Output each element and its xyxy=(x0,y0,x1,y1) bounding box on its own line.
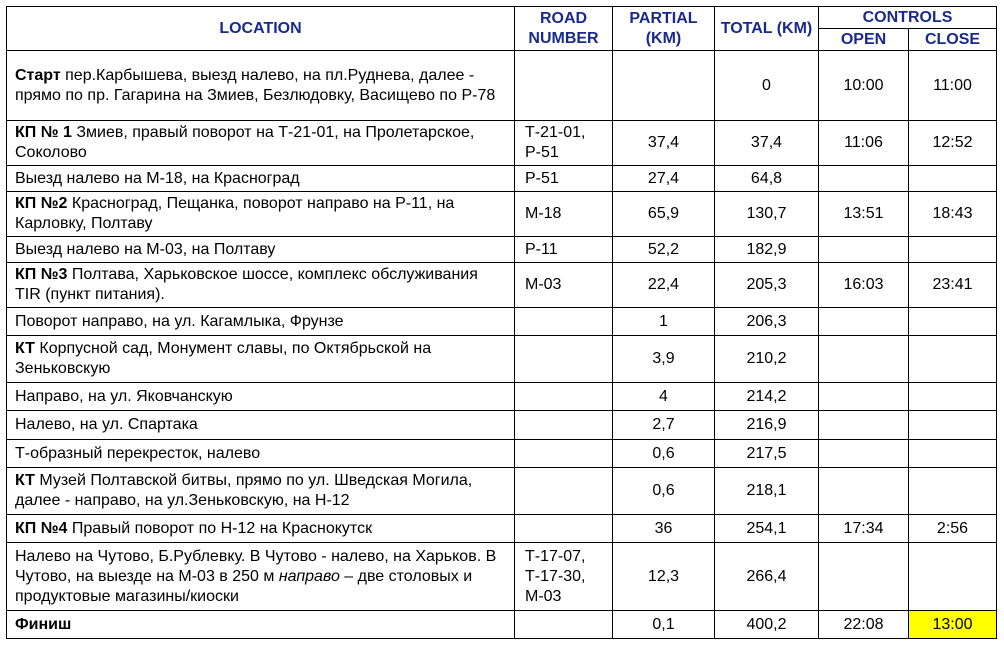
close-time-cell xyxy=(909,336,997,383)
total-km-cell: 214,2 xyxy=(715,383,819,411)
partial-km-cell: 27,4 xyxy=(613,166,715,192)
checkpoint-label: КП №4 xyxy=(15,519,68,537)
road-number-cell: Р-11 xyxy=(515,237,613,263)
total-km-cell: 218,1 xyxy=(715,468,819,515)
open-time-cell xyxy=(819,468,909,515)
total-km-cell: 206,3 xyxy=(715,308,819,336)
road-number-cell xyxy=(515,308,613,336)
total-km-cell: 205,3 xyxy=(715,263,819,308)
open-time-cell xyxy=(819,411,909,440)
location-cell xyxy=(7,515,515,543)
road-number-cell: М-03 xyxy=(515,263,613,308)
checkpoint-label: Старт xyxy=(15,66,61,84)
road-number-cell xyxy=(515,440,613,468)
partial-km-cell: 1 xyxy=(613,308,715,336)
total-km-cell: 210,2 xyxy=(715,336,819,383)
open-time-cell xyxy=(819,166,909,192)
table-row xyxy=(7,468,997,515)
header-close: CLOSE xyxy=(909,29,997,51)
partial-km-cell: 2,7 xyxy=(613,411,715,440)
location-text: пер.Карбышева, выезд налево, на пл.Руднева, далее - прямо по пр. Гагарина на Змиев, Безлюдовку, Васищево по Р-78 xyxy=(15,66,496,104)
table-row xyxy=(7,51,997,121)
close-time-cell: 11:00 xyxy=(909,51,997,121)
total-km-cell: 37,4 xyxy=(715,121,819,166)
road-number-cell xyxy=(515,468,613,515)
location-emphasis: направо xyxy=(278,567,340,585)
partial-km-cell: 52,2 xyxy=(613,237,715,263)
open-time-cell: 22:08 xyxy=(819,611,909,639)
table-row xyxy=(7,543,997,611)
close-time-cell xyxy=(909,308,997,336)
table-row xyxy=(7,192,997,237)
route-table xyxy=(6,6,997,639)
close-time-cell: 18:43 xyxy=(909,192,997,237)
location-cell xyxy=(7,336,515,383)
checkpoint-label: КТ xyxy=(15,340,35,357)
total-km-cell: 182,9 xyxy=(715,237,819,263)
road-number-cell: М-18 xyxy=(515,192,613,237)
close-time-cell: 2:56 xyxy=(909,515,997,543)
open-time-cell xyxy=(819,336,909,383)
table-row xyxy=(7,263,997,308)
location-cell xyxy=(7,263,515,308)
header-total: TOTAL (KM) xyxy=(715,7,819,51)
location-text: Музей Полтавской битвы, прямо по ул. Шведская Могила, далее - направо, на ул.Зеньковскую, на Н-12 xyxy=(15,472,473,509)
open-time-cell: 17:34 xyxy=(819,515,909,543)
location-text: Т-образный перекресток, налево xyxy=(15,444,261,462)
location-cell xyxy=(7,237,515,263)
open-time-cell: 10:00 xyxy=(819,51,909,121)
open-time-cell: 13:51 xyxy=(819,192,909,237)
road-number-cell xyxy=(515,611,613,639)
total-km-cell: 130,7 xyxy=(715,192,819,237)
location-cell xyxy=(7,611,515,639)
table-row xyxy=(7,611,997,639)
open-time-cell: 11:06 xyxy=(819,121,909,166)
location-text: Корпусной сад, Монумент славы, по Октябрьской на Зеньковскую xyxy=(15,340,432,377)
partial-km-cell: 37,4 xyxy=(613,121,715,166)
partial-km-cell: 0,1 xyxy=(613,611,715,639)
road-number-cell xyxy=(515,51,613,121)
total-km-cell: 64,8 xyxy=(715,166,819,192)
road-number-cell xyxy=(515,515,613,543)
table-row xyxy=(7,237,997,263)
location-text: Выезд налево на М-03, на Полтаву xyxy=(15,240,276,258)
location-text: Налево на Чутово, Б.Рублевку. В Чутово - налево, на Харьков. В Чутово, на выезде на М-03 в 250 м xyxy=(15,547,497,585)
open-time-cell xyxy=(819,308,909,336)
close-time-cell: 23:41 xyxy=(909,263,997,308)
close-time-cell xyxy=(909,543,997,611)
header-road-number: ROAD NUMBER xyxy=(515,7,613,51)
location-cell xyxy=(7,543,515,611)
road-number-cell xyxy=(515,411,613,440)
table-row xyxy=(7,336,997,383)
checkpoint-label: КП №3 xyxy=(15,266,68,283)
total-km-cell: 254,1 xyxy=(715,515,819,543)
partial-km-cell: 0,6 xyxy=(613,440,715,468)
checkpoint-label: Финиш xyxy=(15,615,72,633)
partial-km-cell: 0,6 xyxy=(613,468,715,515)
road-number-cell: Т-17-07, Т-17-30, М-03 xyxy=(515,543,613,611)
close-time-cell xyxy=(909,468,997,515)
location-text-end: – две столовых и продуктовые магазины/киоски xyxy=(15,567,473,605)
header-location: LOCATION xyxy=(7,7,515,51)
total-km-cell: 0 xyxy=(715,51,819,121)
table-row xyxy=(7,515,997,543)
header-open: OPEN xyxy=(819,29,909,51)
partial-km-cell: 12,3 xyxy=(613,543,715,611)
location-cell xyxy=(7,51,515,121)
table-row xyxy=(7,440,997,468)
close-time-cell: 13:00 xyxy=(909,611,997,639)
total-km-cell: 400,2 xyxy=(715,611,819,639)
table-row xyxy=(7,121,997,166)
partial-km-cell xyxy=(613,51,715,121)
open-time-cell xyxy=(819,543,909,611)
total-km-cell: 216,9 xyxy=(715,411,819,440)
location-text: Змиев, правый поворот на Т-21-01, на Пролетарское, Соколово xyxy=(15,124,475,161)
open-time-cell: 16:03 xyxy=(819,263,909,308)
close-time-cell: 12:52 xyxy=(909,121,997,166)
location-text: Налево, на ул. Спартака xyxy=(15,416,198,433)
location-cell xyxy=(7,440,515,468)
location-cell xyxy=(7,468,515,515)
partial-km-cell: 22,4 xyxy=(613,263,715,308)
road-number-cell: Р-51 xyxy=(515,166,613,192)
open-time-cell xyxy=(819,237,909,263)
location-text: Выезд налево на М-18, на Красноград xyxy=(15,169,300,187)
table-row xyxy=(7,383,997,411)
location-text: Красноград, Пещанка, поворот направо на Р-11, на Карловку, Полтаву xyxy=(15,195,455,232)
location-text: Направо, на ул. Яковчанскую xyxy=(15,387,233,405)
location-cell xyxy=(7,166,515,192)
location-text: Полтава, Харьковское шоссе, комплекс обслуживания TIR (пункт питания). xyxy=(15,266,478,303)
location-text: Поворот направо, на ул. Кагамлыка, Фрунзе xyxy=(15,312,344,330)
close-time-cell xyxy=(909,166,997,192)
close-time-cell xyxy=(909,440,997,468)
location-text: Правый поворот по Н-12 на Краснокутск xyxy=(67,519,373,537)
table-row xyxy=(7,308,997,336)
open-time-cell xyxy=(819,440,909,468)
total-km-cell: 266,4 xyxy=(715,543,819,611)
road-number-cell: Т-21-01, Р-51 xyxy=(515,121,613,166)
checkpoint-label: КП № 1 xyxy=(15,124,72,141)
location-cell xyxy=(7,411,515,440)
location-cell xyxy=(7,383,515,411)
partial-km-cell: 4 xyxy=(613,383,715,411)
close-time-cell xyxy=(909,411,997,440)
header-controls: CONTROLS xyxy=(819,7,997,29)
close-time-cell xyxy=(909,383,997,411)
checkpoint-label: КТ xyxy=(15,472,35,489)
road-number-cell xyxy=(515,336,613,383)
header-partial: PARTIAL (KM) xyxy=(613,7,715,51)
location-cell xyxy=(7,121,515,166)
table-row xyxy=(7,166,997,192)
road-number-cell xyxy=(515,383,613,411)
partial-km-cell: 65,9 xyxy=(613,192,715,237)
close-time-cell xyxy=(909,237,997,263)
checkpoint-label: КП №2 xyxy=(15,195,68,212)
partial-km-cell: 3,9 xyxy=(613,336,715,383)
partial-km-cell: 36 xyxy=(613,515,715,543)
location-cell xyxy=(7,192,515,237)
location-cell xyxy=(7,308,515,336)
total-km-cell: 217,5 xyxy=(715,440,819,468)
open-time-cell xyxy=(819,383,909,411)
table-row xyxy=(7,411,997,440)
